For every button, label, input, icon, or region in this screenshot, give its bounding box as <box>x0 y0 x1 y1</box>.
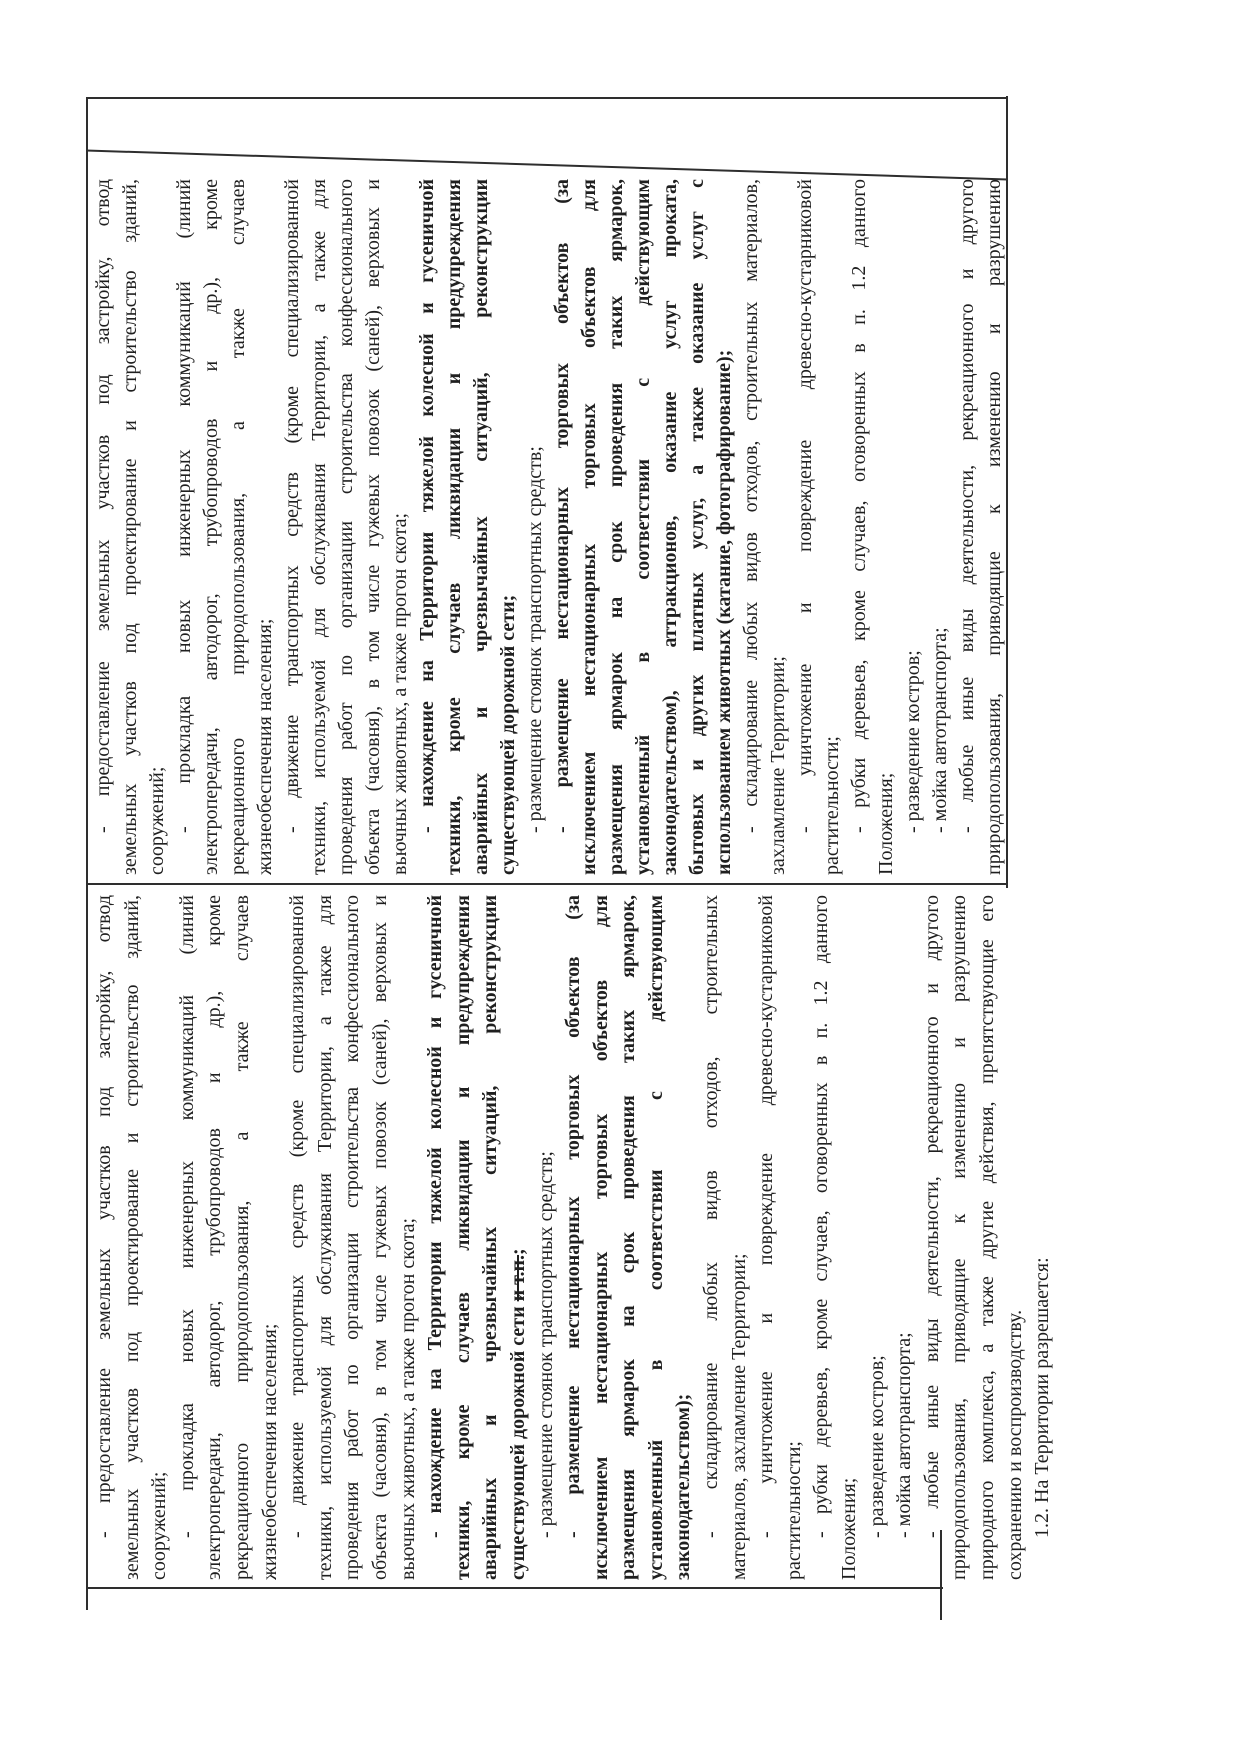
text-line: природопользования, приводящие к изменению и разрушению <box>948 895 971 1580</box>
text-line: - рубки деревьев, кроме случаев, оговоренных в п. 1.2 данного <box>848 179 870 833</box>
text-line: - прокладка новых инженерных коммуникаций (линий <box>173 179 195 833</box>
text-line: земельных участков под проектирование и строительство зданий, <box>119 179 141 875</box>
text-line: жизнеобеспечения населения; <box>258 1323 281 1580</box>
text-line: использованием животных (катание, фотографирование); <box>713 349 735 875</box>
text-line: - движение транспортных средств (кроме специализированной <box>281 179 303 833</box>
text-line: вьючных животных, а также прогон скота; <box>396 1217 419 1580</box>
text-line: аварийных и чрезвычайных ситуаций, реконструкции <box>479 895 502 1580</box>
text-line: аварийных и чрезвычайных ситуаций, реконструкции <box>470 179 492 875</box>
text-line: законодательством), аттракционов, оказание услуг проката, <box>659 179 681 875</box>
text-line: техники, используемой для обслуживания Территории, а также для <box>308 179 330 875</box>
table-inner-right-rule <box>86 150 1008 181</box>
text-line: сохранению и воспроизводству. <box>1003 1309 1026 1580</box>
text-line: - складирование любых видов отходов, строительных материалов, <box>740 179 762 833</box>
text-line: - любые иные виды деятельности, рекреационного и другого <box>920 895 943 1538</box>
text-line: проведения работ по организации строительства конфессионального <box>335 179 357 875</box>
text-line: - размещение нестационарных торговых объектов (за <box>551 179 573 833</box>
text-line: - разведение костров; <box>865 1355 888 1538</box>
text-line: - мойка автотранспорта; <box>893 1332 916 1538</box>
text-line: - прокладка новых инженерных коммуникаций (линий <box>175 895 198 1538</box>
text-line <box>505 895 533 1580</box>
left-column <box>91 895 1057 1580</box>
text-line: техники, кроме случаев ликвидации и предупреждения <box>443 179 465 875</box>
left-cell-left-border <box>86 1587 943 1589</box>
text-line: исключением нестационарных торговых объектов для <box>578 179 600 875</box>
text-line: жизнеобеспечения населения; <box>254 618 276 875</box>
text-line: существующей дорожной сети; <box>497 594 519 875</box>
text-line: природопользования, приводящие к изменению и разрушению <box>983 179 1005 875</box>
text-line: - предоставление земельных участков под застройку, отвод <box>92 179 114 833</box>
text-line: объекта (часовня), в том числе гужевых повозок (саней), верховых и <box>368 895 391 1580</box>
right-column <box>90 179 1008 875</box>
text-line: земельных участков под проектирование и строительство зданий, <box>120 895 143 1580</box>
text-line: проведения работ по организации строительства конфессионального <box>341 895 364 1580</box>
text-line: природного комплекса, а также другие действия, препятствующие его <box>976 895 998 1580</box>
text-line: - нахождение на Территории тяжелой колесной и гусеничной <box>416 179 438 833</box>
text-line: сооружений; <box>146 766 168 875</box>
text-line: установленный в соответствии с действующим <box>644 895 667 1580</box>
text-line: сооружений; <box>148 1471 171 1580</box>
text-line: - нахождение на Территории тяжелой колесной и гусеничной <box>424 895 447 1538</box>
table-border-top <box>86 97 88 1610</box>
text-line: захламление Территории; <box>767 656 789 875</box>
text-line: объекта (часовня), в том числе гужевых повозок (саней), верховых и <box>362 179 384 875</box>
text-line: - предоставление земельных участков под застройку, отвод <box>93 895 115 1538</box>
text-line: электропередачи, автодорог, трубопроводов и др.), кроме <box>200 179 222 875</box>
text-line: рекреационного природопользования, а также случаев <box>230 895 253 1580</box>
text-line: вьючных животных, а также прогон скота; <box>389 512 411 875</box>
text-fragment: существующей дорожной сети <box>506 1301 529 1580</box>
text-line: размещения ярмарок на срок проведения таких ярмарок, <box>605 179 627 875</box>
text-line: - уничтожение и повреждение древесно-кустарниковой <box>755 895 778 1538</box>
text-line: - рубки деревьев, кроме случаев, оговоренных в п. 1.2 данного <box>810 895 833 1538</box>
text-line: материалов, захламление Территории; <box>727 1253 750 1580</box>
text-line: установленный в соответствии с действующим <box>632 179 654 875</box>
text-line: Положения; <box>838 1477 861 1580</box>
text-line: растительности; <box>782 1441 805 1580</box>
text-line: техники, используемой для обслуживания Территории, а также для <box>313 895 336 1580</box>
text-line: рекреационного природопользования, а также случаев <box>227 179 249 875</box>
text-line: законодательством); <box>672 1393 695 1580</box>
text-line: 1.2. На Территории разрешается: <box>1031 1257 1054 1538</box>
text-line: растительности; <box>821 736 843 875</box>
text-line: - размещение стоянок транспортных средств; <box>524 446 546 833</box>
text-line: - любые иные виды деятельности, рекреационного и другого <box>956 179 978 833</box>
text-line: Положения; <box>875 772 897 875</box>
text-line: электропередачи, автодорог, трубопроводов и др.), кроме <box>203 895 226 1580</box>
text-line: техники, кроме случаев ликвидации и предупреждения <box>451 895 474 1580</box>
text-line: - размещение нестационарных торговых объектов (за <box>562 895 585 1538</box>
text-line: - размещение стоянок транспортных средств; <box>534 1151 557 1538</box>
text-line: - уничтожение и повреждение древесно-кустарниковой <box>794 179 816 833</box>
text-line: - движение транспортных средств (кроме специализированной <box>286 895 309 1538</box>
struck-text: и т.п. <box>506 1254 529 1302</box>
text-fragment: ; <box>506 1248 529 1255</box>
text-line: - складирование любых видов отходов, строительных <box>700 895 723 1538</box>
table-border-right <box>86 97 1008 99</box>
text-line: - мойка автотранспорта; <box>929 627 951 833</box>
text-line: размещения ярмарок на срок проведения таких ярмарок, <box>617 895 640 1580</box>
text-line: исключением нестационарных торговых объектов для <box>589 895 612 1580</box>
text-line: - разведение костров; <box>902 650 924 833</box>
text-line: бытовых и других платных услуг, а также оказание услуг с <box>686 179 708 875</box>
table-column-divider <box>86 883 1008 885</box>
